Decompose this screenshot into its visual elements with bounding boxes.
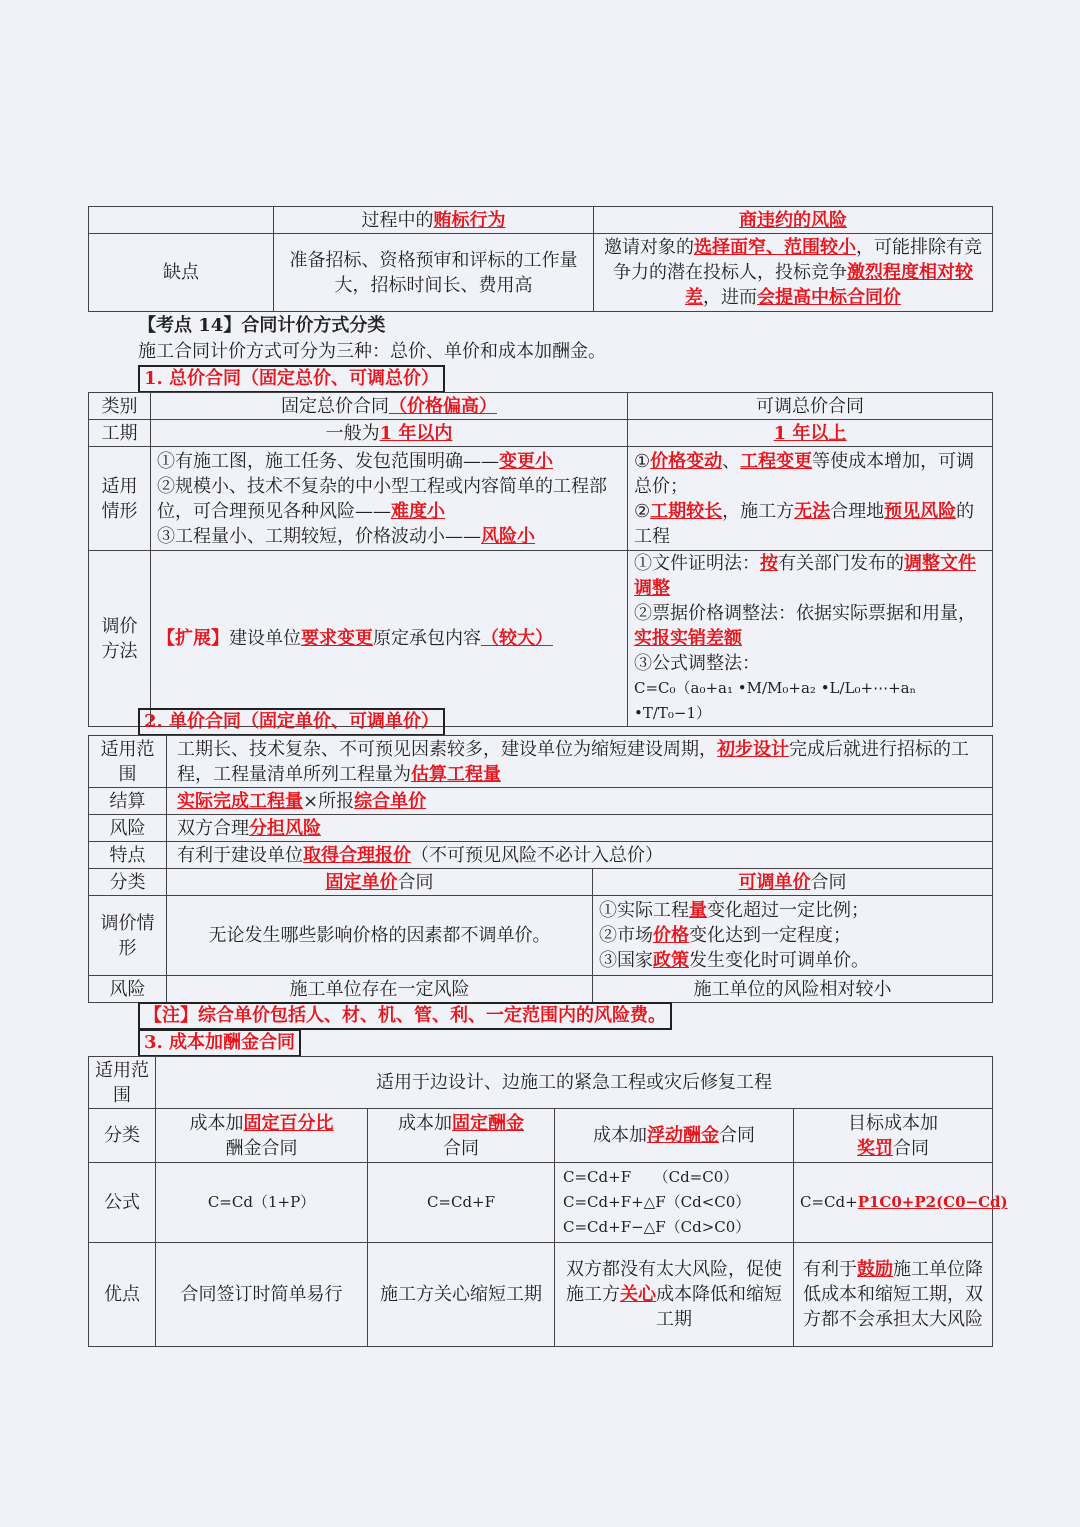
disadvantage-label: 缺点	[89, 234, 274, 312]
cell: 工期长、技术复杂、不可预见因素较多，建设单位为缩短建设周期，初步设计完成后就进行招标的工程，工程量清单所列工程量为估算工程量	[167, 736, 993, 788]
cell: ①有施工图，施工任务、发包范围明确——变更小 ②规模小、技术不复杂的中小型工程或内容简单的工程部位，可合理预见各种风险——难度小 ③工程量小、工期较短，价格波动小——风险小	[151, 447, 628, 551]
heading-cost-plus: 3. 成本加酬金合同	[138, 1029, 301, 1057]
cell: C=Cd（1+P）	[156, 1163, 368, 1243]
section-title: 【考点 14】合同计价方式分类	[138, 315, 386, 336]
cell: 1 年以上	[628, 420, 993, 447]
cell: 实际完成工程量×所报综合单价	[167, 788, 993, 815]
cell: 调价情形	[89, 896, 167, 976]
cell	[89, 207, 274, 234]
intro-text: 施工合同计价方式可分为三种：总价、单价和成本加酬金。	[138, 341, 606, 362]
cell: 结算	[89, 788, 167, 815]
note-box: 【注】综合单价包括人、材、机、管、利、一定范围内的风险费。	[138, 1002, 672, 1030]
cell: C=Cd+F （Cd=C0） C=Cd+F+△F（Cd<C0） C=Cd+F−△F（Cd>C0）	[555, 1163, 794, 1243]
cell: 调价方法	[89, 551, 151, 727]
cell: 无论发生哪些影响价格的因素都不调单价。	[167, 896, 593, 976]
cell: 施工单位存在一定风险	[167, 976, 593, 1003]
cell: 成本加浮动酬金合同	[555, 1109, 794, 1163]
cell: 适用于边设计、边施工的紧急工程或灾后修复工程	[156, 1057, 993, 1109]
cell: 特点	[89, 842, 167, 869]
cell: 分类	[89, 869, 167, 896]
cell: 公式	[89, 1163, 156, 1243]
cell: 适用范围	[89, 736, 167, 788]
cell: 工期	[89, 420, 151, 447]
unit-price-table	[88, 735, 993, 1003]
cell: 分类	[89, 1109, 156, 1163]
cell: ①价格变动、工程变更等使成本增加，可调总价； ②工期较长，施工方无法合理地预见风险的工程	[628, 447, 993, 551]
cell: 固定总价合同（价格偏高）	[151, 393, 628, 420]
cell: 有利于建设单位取得合理报价（不可预见风险不必计入总价）	[167, 842, 993, 869]
cell: 可调单价合同	[593, 869, 993, 896]
cell: 商违约的风险	[594, 207, 993, 234]
cell: 一般为1 年以内	[151, 420, 628, 447]
cell: 成本加固定酬金 合同	[368, 1109, 555, 1163]
cell: 合同签订时简单易行	[156, 1243, 368, 1347]
cell: 双方合理分担风险	[167, 815, 993, 842]
cell: 施工单位的风险相对较小	[593, 976, 993, 1003]
cell: 施工方关心缩短工期	[368, 1243, 555, 1347]
cell: C=Cd+F	[368, 1163, 555, 1243]
cell: ①实际工程量变化超过一定比例； ②市场价格变化达到一定程度； ③国家政策发生变化时可调单价。	[593, 896, 993, 976]
total-price-table	[88, 392, 993, 727]
cell: 风险	[89, 815, 167, 842]
cell: 类别	[89, 393, 151, 420]
cell: C=Cd+P1C0+P2(C0−Cd)	[794, 1163, 993, 1243]
cell: ①文件证明法：按有关部门发布的调整文件调整 ②票据价格调整法：依据实际票据和用量，实报实销差额 ③公式调整法： C=C₀（a₀+a₁ •M/M₀+a₂ •L/L₀+⋯+aₙ •T/T₀−1）	[628, 551, 993, 727]
heading-total-price: 1. 总价合同（固定总价、可调总价）	[138, 365, 445, 393]
cell: 【扩展】建设单位要求变更原定承包内容（较大）	[151, 551, 628, 727]
cell: 可调总价合同	[628, 393, 993, 420]
comparison-table-top	[88, 206, 993, 312]
cell: 过程中的贿标行为	[274, 207, 594, 234]
cell: 有利于鼓励施工单位降低成本和缩短工期，双方都不会承担太大风险	[794, 1243, 993, 1347]
cell: 适用范围	[89, 1057, 156, 1109]
cell: 固定单价合同	[167, 869, 593, 896]
cell: 双方都没有太大风险，促使施工方关心成本降低和缩短工期	[555, 1243, 794, 1347]
heading-unit-price: 2. 单价合同（固定单价、可调单价）	[138, 708, 445, 736]
cell: 风险	[89, 976, 167, 1003]
cell: 目标成本加 奖罚合同	[794, 1109, 993, 1163]
cell: 适用情形	[89, 447, 151, 551]
cell: 优点	[89, 1243, 156, 1347]
cell: 成本加固定百分比 酬金合同	[156, 1109, 368, 1163]
cell: 准备招标、资格预审和评标的工作量大，招标时间长、费用高	[274, 234, 594, 312]
cost-plus-table	[88, 1056, 1008, 1347]
cell: 邀请对象的选择面窄、范围较小，可能排除有竞争力的潜在投标人，投标竞争激烈程度相对较差，进而会提高中标合同价	[594, 234, 993, 312]
